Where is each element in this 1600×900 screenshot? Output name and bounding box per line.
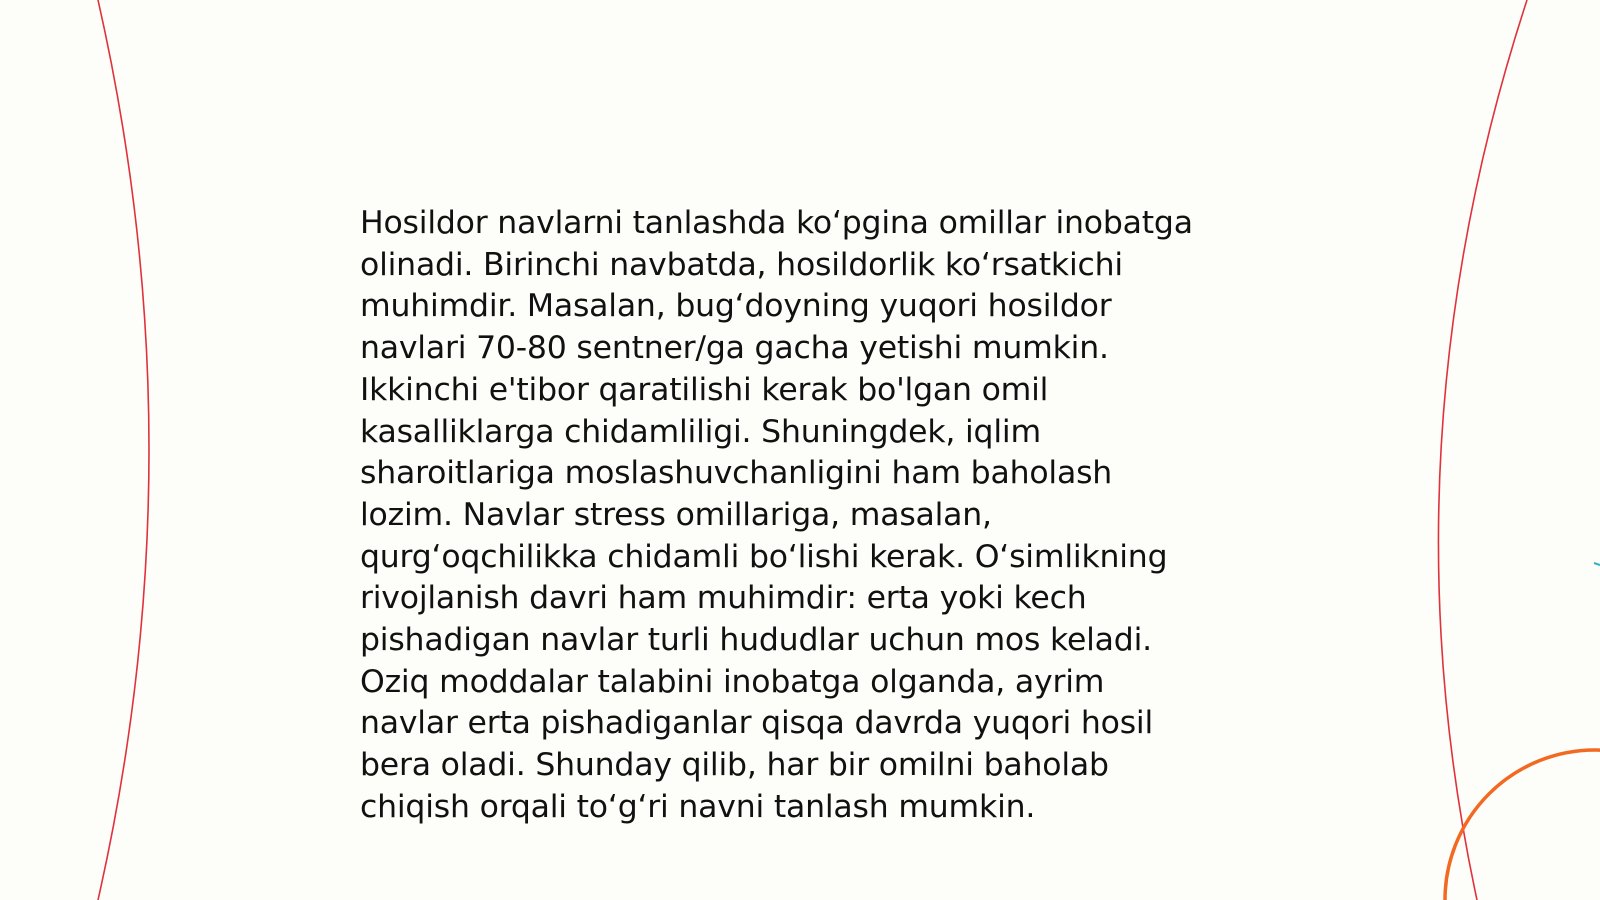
body-line: chiqish orqali to‘g‘ri navni tanlash mumkin.	[360, 788, 1036, 825]
body-line: Ikkinchi e'tibor qaratilishi kerak bo'lgan omil	[360, 371, 1049, 408]
body-line: rivojlanish davri ham muhimdir: erta yoki kech	[360, 580, 1087, 617]
body-line: navlari 70-80 sentner/ga gacha yetishi mumkin.	[360, 330, 1109, 367]
body-line: lozim. Navlar stress omillariga, masalan,	[360, 496, 992, 533]
accent-tick	[1594, 563, 1600, 565]
body-paragraph	[360, 203, 1240, 829]
left-arc-line	[98, 0, 149, 900]
body-line: Oziq moddalar talabini inobatga olganda, ayrim	[360, 663, 1105, 700]
body-line: muhimdir. Masalan, bug‘doyning yuqori hosildor	[360, 288, 1112, 325]
accent-circle	[1445, 750, 1600, 900]
body-line: bera oladi. Shunday qilib, har bir omilni baholab	[360, 747, 1109, 784]
body-line: navlar erta pishadiganlar qisqa davrda yuqori hosil	[360, 705, 1154, 742]
body-line: sharoitlariga moslashuvchanligini ham baholash	[360, 455, 1113, 492]
body-line: qurg‘oqchilikka chidamli bo‘lishi kerak. O‘simlikning	[360, 538, 1168, 575]
right-arc-line	[1438, 0, 1527, 900]
body-line: pishadigan navlar turli hududlar uchun mos keladi.	[360, 622, 1152, 659]
body-line: kasalliklarga chidamliligi. Shuningdek, iqlim	[360, 413, 1041, 450]
body-line: olinadi. Birinchi navbatda, hosildorlik ko‘rsatkichi	[360, 246, 1123, 283]
body-line: Hosildor navlarni tanlashda ko‘pgina omillar inobatga	[360, 205, 1193, 241]
